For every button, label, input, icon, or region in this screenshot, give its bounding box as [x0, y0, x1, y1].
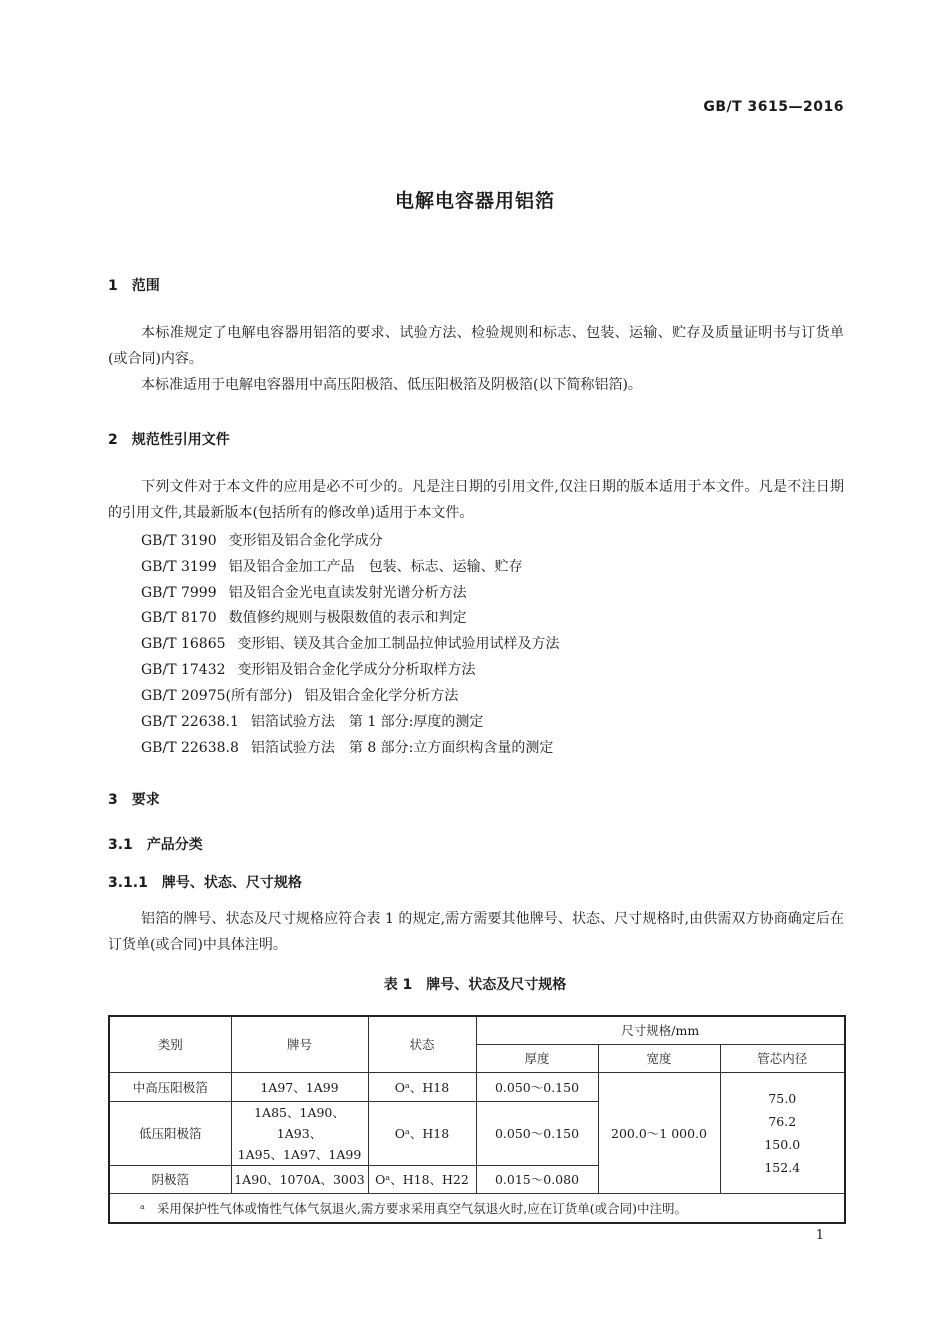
reference-code: GB/T 8170: [141, 610, 217, 626]
section-number: 3.1: [108, 837, 133, 853]
section-3-1-1-heading: [108, 872, 302, 892]
section-title: 产品分类: [146, 837, 203, 853]
reference-code: GB/T 22638.1: [141, 714, 239, 730]
cell-grade: 1A97、1A99: [231, 1072, 368, 1101]
section-title: 范围: [131, 278, 160, 294]
cell-temper: Oᵃ、H18: [368, 1072, 476, 1101]
section-number: 3: [108, 792, 118, 808]
document-title: 电解电容器用铝箔: [394, 190, 555, 212]
header-size: 尺寸规格/mm: [476, 1016, 845, 1044]
grade-line: 1A85、1A90、1A93、: [254, 1104, 345, 1141]
section-number: 1: [108, 278, 118, 294]
footnote-text: 采用保护性气体或惰性气体气氛退火,需方要求采用真空气氛退火时,应在订货单(或合同)中注明。: [156, 1200, 688, 1216]
reference-code: GB/T 22638.8: [141, 740, 239, 756]
reference-item: [141, 633, 560, 653]
cell-grade: 1A90、1070A、3003: [231, 1165, 368, 1193]
section-1-heading: [108, 275, 160, 295]
paragraph: 本标准适用于电解电容器用中高压阳极箔、低压阳极箔及阴极箔(以下简称铝箔)。: [141, 377, 642, 393]
paragraph: 铝箔的牌号、状态及尺寸规格应符合表 1 的规定,需方需要其他牌号、状态、尺寸规格时,由供需双方协商确定后在订货单(或合同)中具体注明。: [108, 911, 844, 953]
reference-code: GB/T 20975(所有部分): [141, 688, 293, 704]
header-temper: 状态: [368, 1016, 476, 1072]
cell-temper: Oᵃ、H18、H22: [368, 1165, 476, 1193]
paragraph: 本标准规定了电解电容器用铝箔的要求、试验方法、检验规则和标志、包装、运输、贮存及质量证明书与订货单(或合同)内容。: [108, 325, 844, 367]
cell-category: 中高压阳极箔: [109, 1072, 231, 1101]
section-title: 要求: [131, 792, 160, 808]
reference-title: 铝箔试验方法 第 8 部分:立方面织构含量的测定: [250, 740, 554, 756]
cell-thickness: 0.050～0.150: [476, 1072, 598, 1101]
footnote-mark: ᵃ: [140, 1200, 145, 1216]
core-size: 150.0: [764, 1136, 801, 1152]
reference-item: [141, 582, 467, 602]
header-width: 宽度: [598, 1044, 720, 1072]
section-title: 牌号、状态、尺寸规格: [161, 875, 302, 891]
reference-title: 铝及铝合金光电直读发射光谱分析方法: [228, 585, 467, 601]
paragraph: 下列文件对于本文件的应用是必不可少的。凡是注日期的引用文件,仅注日期的版本适用于本文件。凡是不注日期的引用文件,其最新版本(包括所有的修改单)适用于本文件。: [108, 479, 844, 521]
header-grade: 牌号: [231, 1016, 368, 1072]
reference-code: GB/T 3199: [141, 559, 217, 575]
reference-title: 铝及铝合金加工产品 包装、标志、运输、贮存: [228, 559, 523, 575]
header-thickness: 厚度: [476, 1044, 598, 1072]
table-caption: 表 1 牌号、状态及尺寸规格: [383, 977, 567, 993]
page-number: 1: [815, 1228, 824, 1243]
reference-title: 数值修约规则与极限数值的表示和判定: [228, 610, 467, 626]
spec-table: [108, 1015, 846, 1224]
table-row: [109, 1072, 845, 1101]
section-3-1-heading: [108, 834, 203, 854]
reference-code: GB/T 16865: [141, 636, 226, 652]
reference-code: GB/T 7999: [141, 585, 217, 601]
reference-item: [141, 737, 553, 757]
reference-code: GB/T 3190: [141, 533, 217, 549]
section-title: 规范性引用文件: [131, 432, 230, 448]
reference-item: [141, 607, 467, 627]
section-number: 2: [108, 432, 118, 448]
reference-title: 铝及铝合金化学分析方法: [304, 688, 459, 704]
cell-temper: Oᵃ、H18: [368, 1101, 476, 1165]
core-size: 76.2: [768, 1113, 797, 1129]
cell-thickness: 0.015～0.080: [476, 1165, 598, 1193]
reference-title: 铝箔试验方法 第 1 部分:厚度的测定: [250, 714, 484, 730]
cell-thickness: 0.050～0.150: [476, 1101, 598, 1165]
core-size: 152.4: [764, 1159, 801, 1175]
reference-title: 变形铝、镁及其合金加工制品拉伸试验用试样及方法: [237, 636, 560, 652]
standard-code: GB/T 3615—2016: [703, 99, 844, 115]
section-2-heading: [108, 429, 230, 449]
cell-grade: [231, 1101, 368, 1165]
reference-title: 变形铝及铝合金化学成分分析取样方法: [237, 662, 476, 678]
reference-item: [141, 659, 476, 679]
cell-category: 阴极箔: [109, 1165, 231, 1193]
cell-category: 低压阳极箔: [109, 1101, 231, 1165]
reference-item: [141, 685, 458, 705]
cell-width: 200.0～1 000.0: [598, 1072, 720, 1193]
reference-title: 变形铝及铝合金化学成分: [228, 533, 383, 549]
reference-item: [141, 556, 523, 576]
core-size: 75.0: [768, 1090, 797, 1106]
reference-item: [141, 530, 383, 550]
reference-code: GB/T 17432: [141, 662, 226, 678]
grade-line: 1A95、1A97、1A99: [237, 1146, 362, 1162]
cell-core-sizes: [720, 1072, 845, 1193]
section-number: 3.1.1: [108, 875, 148, 891]
table-footnote: [109, 1193, 845, 1223]
header-core: 管芯内径: [720, 1044, 845, 1072]
section-3-heading: [108, 789, 160, 809]
header-category: 类别: [109, 1016, 231, 1072]
reference-item: [141, 711, 483, 731]
